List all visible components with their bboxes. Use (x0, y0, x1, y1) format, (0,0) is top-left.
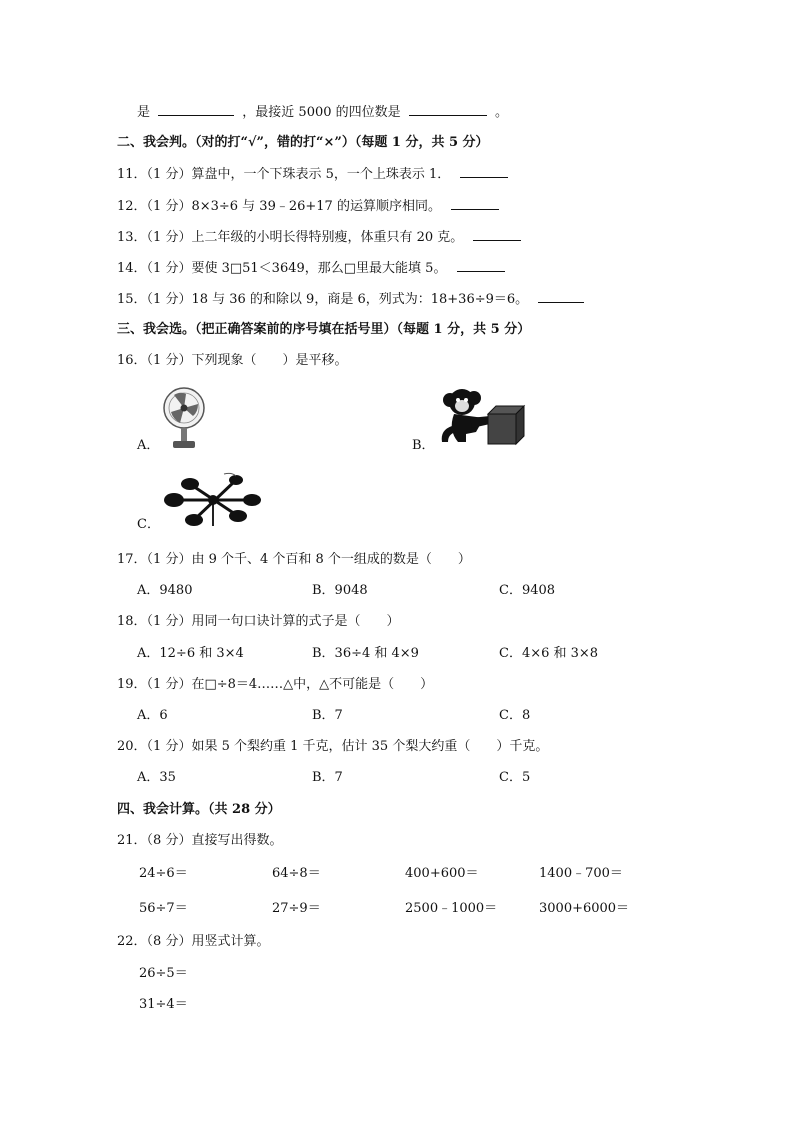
question-22-stem: 22．（8 分）用竖式计算。 (117, 934, 270, 949)
calc-item: 2500﹣1000＝ (405, 901, 498, 916)
question-text: 14．（1 分）要使 3□51＜3649，那么□里最大能填 5。 (117, 261, 447, 276)
calc-item: 56÷7＝ (139, 901, 188, 916)
section-4-heading: 四、我会计算。（共 28 分） (117, 802, 281, 817)
section-2-heading: 二、我会判。（对的打“√”，错的打“×”）（每题 1 分，共 5 分） (117, 135, 489, 150)
question-18-option-c[interactable]: C．4×6 和 3×8 (499, 646, 599, 661)
option-c-label[interactable]: C． (137, 517, 160, 532)
q10-tail-line (137, 103, 508, 122)
question-text: 13．（1 分）上二年级的小明长得特别瘦，体重只有 20 克。 (117, 230, 464, 245)
question-19-option-b[interactable]: B．7 (312, 708, 343, 723)
question-21-stem: 21．（8 分）直接写出得数。 (117, 833, 283, 848)
question-20-option-a[interactable]: A．35 (137, 770, 176, 785)
question-17-option-c[interactable]: C．9408 (499, 583, 556, 598)
question-17-stem: 17．（1 分）由 9 个千、4 个百和 8 个一组成的数是（ ） (117, 552, 471, 567)
question-20-option-c[interactable]: C．5 (499, 770, 531, 785)
option-a-label[interactable]: A． (137, 438, 160, 453)
question-18-option-a[interactable]: A．12÷6 和 3×4 (137, 646, 244, 661)
question-17-option-a[interactable]: A．9480 (137, 583, 193, 598)
section-3-heading: 三、我会选。（把正确答案前的序号填在括号里）（每题 1 分，共 5 分） (117, 322, 531, 337)
q10-text-3: 。 (494, 105, 508, 120)
calc-item: 24÷6＝ (139, 866, 188, 881)
question-11 (117, 165, 508, 184)
question-15 (117, 290, 584, 309)
question-13 (117, 228, 521, 247)
electric-fan-image (160, 384, 208, 450)
calc-item: 31÷4＝ (139, 997, 188, 1012)
calc-item: 1400﹣700＝ (539, 866, 623, 881)
calc-item: 27÷9＝ (272, 901, 321, 916)
calc-item: 64÷8＝ (272, 866, 321, 881)
question-19-stem: 19．（1 分）在□÷8＝4……△中，△不可能是（ ） (117, 677, 434, 692)
option-b-label[interactable]: B． (412, 438, 435, 453)
question-20-stem: 20．（1 分）如果 5 个梨约重 1 千克，估计 35 个梨大约重（ ）千克。 (117, 739, 549, 754)
answer-blank[interactable] (451, 197, 499, 210)
calc-item: 3000+6000＝ (539, 901, 630, 916)
question-16-stem: 16．（1 分）下列现象（ ）是平移。 (117, 353, 348, 368)
question-19-option-c[interactable]: C．8 (499, 708, 531, 723)
monkey-pushing-box-image (436, 378, 528, 448)
answer-blank[interactable] (158, 103, 234, 116)
calc-item: 400+600＝ (405, 866, 479, 881)
spinning-pinwheel-image (160, 470, 266, 528)
question-18-option-b[interactable]: B．36÷4 和 4×9 (312, 646, 419, 661)
question-19-option-a[interactable]: A．6 (137, 708, 168, 723)
question-text: 12．（1 分）8×3÷6 与 39﹣26+17 的运算顺序相同。 (117, 199, 441, 214)
answer-blank[interactable] (473, 228, 521, 241)
answer-blank[interactable] (457, 259, 505, 272)
q10-text-1: 是 (137, 105, 151, 120)
answer-blank[interactable] (409, 103, 487, 116)
question-text: 11．（1 分）算盘中，一个下珠表示 5，一个上珠表示 1． (117, 167, 451, 182)
question-20-option-b[interactable]: B．7 (312, 770, 343, 785)
question-18-stem: 18．（1 分）用同一句口诀计算的式子是（ ） (117, 614, 400, 629)
answer-blank[interactable] (460, 165, 508, 178)
calc-item: 26÷5＝ (139, 966, 188, 981)
question-text: 15．（1 分）18 与 36 的和除以 9，商是 6，列式为：18+36÷9＝6。 (117, 292, 529, 307)
q10-text-2: ，最接近 5000 的四位数是 (242, 105, 401, 120)
question-12 (117, 197, 499, 216)
answer-blank[interactable] (538, 290, 584, 303)
question-14 (117, 259, 505, 278)
question-17-option-b[interactable]: B．9048 (312, 583, 368, 598)
